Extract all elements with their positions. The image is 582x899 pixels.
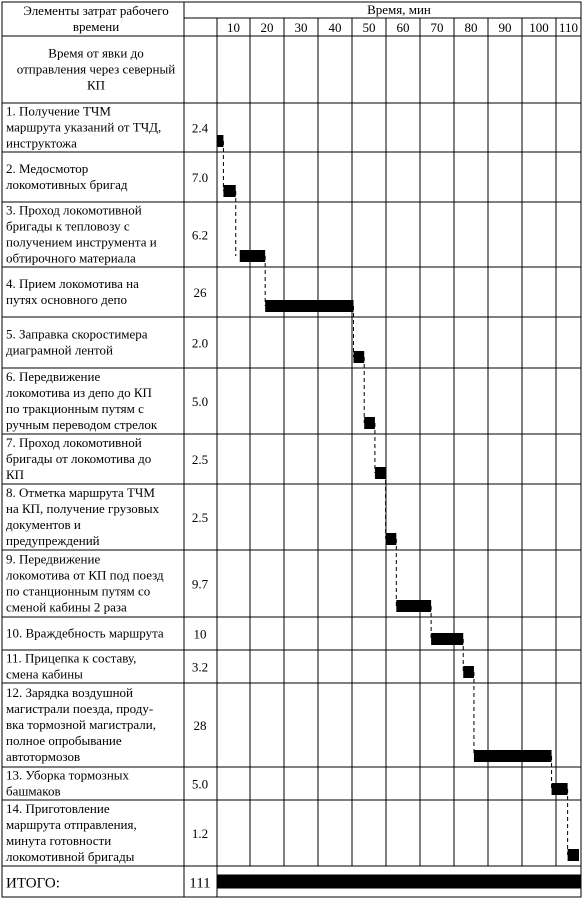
task-label: автотормозов [6,749,81,764]
task-label: 8. Отметка маршрута ТЧМ [6,485,155,500]
task-label: башмаков [6,783,61,799]
task-label: 10. Враждебность маршрута [6,625,164,641]
tick-label: 40 [328,20,342,35]
task-bar [364,417,375,429]
task-label: маршрута отправления, [6,817,137,832]
tick-label: 100 [529,20,549,35]
task-label: ручным переводом стрелок [6,417,158,432]
task-label: документов и [6,517,81,532]
task-label: диаграмной лентой [6,342,114,358]
task-duration: 28 [193,718,207,733]
task-duration: 7.0 [191,170,209,185]
task-label: путях основного депо [6,292,127,307]
tick-label: 50 [362,20,376,35]
tick-label: 80 [464,20,478,35]
task-label: обтирочного материала [6,250,136,266]
task-bar [474,750,552,762]
task-duration: 6.2 [191,227,209,243]
task-duration: 2.5 [191,510,209,525]
task-label: смена кабины [6,666,83,682]
task-duration: 2.0 [191,335,209,351]
task-duration: 5.0 [191,394,209,409]
intro-label: отправления через северный [16,61,176,77]
task-duration: 2.5 [191,452,209,467]
task-label: 2. Медосмотор [6,161,89,176]
header-elements-label: Элементы затрат рабочего [23,3,169,18]
task-label: КП [6,467,25,482]
task-label: 6. Передвижение [6,369,101,384]
task-label: предупреждений [6,533,100,548]
task-duration: 5.0 [191,776,209,792]
task-duration: 2.4 [191,120,209,136]
task-bar [386,533,397,545]
task-bar [463,666,474,678]
task-label: 9. Передвижение [6,551,101,567]
task-label: 14. Приготовление [6,801,110,816]
task-label: вка тормозной магистрали, [6,717,157,732]
task-label: 11. Прицепка к составу, [6,650,137,666]
total-duration: 111 [189,875,211,892]
task-label: 12. Зарядка воздушной [6,685,134,700]
task-label: сменой кабины 2 раза [6,599,127,615]
task-label: полное опробывание [6,733,122,748]
task-label: магистрали поезда, проду- [6,701,154,716]
task-duration: 26 [193,285,207,300]
task-label: 1. Получение ТЧМ [6,103,111,119]
task-label: по тракционным путям с [6,401,144,416]
tick-label: 70 [430,20,444,35]
task-label: бригады к тепловозу с [6,218,130,234]
task-bar [568,849,579,861]
task-bar [375,467,386,479]
task-label: 3. Проход локомотивной [6,202,142,218]
task-bar [354,351,365,363]
intro-label: КП [86,77,106,93]
task-bar [240,250,265,262]
header-time-label: Время, мин [367,2,431,17]
task-label: 13. Уборка тормозных [6,767,130,783]
intro-label: Время от явки до [48,45,144,61]
task-bar [552,783,568,795]
tick-label: 20 [260,20,274,35]
tick-label: 30 [294,20,308,35]
task-bar [217,135,223,147]
task-label: локомотива из депо до КП [6,385,152,400]
task-label: бригады от локомотива до [6,451,152,466]
task-bar [265,300,353,312]
task-bar [396,600,431,612]
task-label: локомотивных бригад [6,177,128,192]
task-duration: 1.2 [191,826,209,841]
task-label: 5. Заправка скоростимера [6,326,148,342]
total-bar [217,875,581,889]
task-label: локомотива от КП под поезд [6,567,164,583]
task-label: получением инструмента и [6,234,157,250]
task-label: инструктожа [6,135,77,151]
task-duration: 3.2 [191,659,209,675]
task-duration: 9.7 [191,576,209,592]
task-duration: 10 [193,626,207,642]
tick-label: 60 [396,20,410,35]
header-elements-label: времени [72,19,120,34]
task-bar [223,185,235,197]
task-label: 7. Проход локомотивной [6,435,142,450]
total-label: ИТОГО: [6,875,60,892]
task-label: локомотивной бригады [6,849,135,864]
tick-label: 90 [498,20,512,35]
task-label: минута готовности [6,833,112,848]
task-label: маршрута указаний от ТЧД, [6,119,162,135]
task-label: 4. Прием локомотива на [6,276,139,291]
tick-label: 110 [558,20,579,35]
task-label: по станционным путям со [6,583,151,599]
task-bar [431,633,463,645]
tick-label: 10 [227,20,240,35]
task-label: на КП, получение грузовых [6,501,160,516]
